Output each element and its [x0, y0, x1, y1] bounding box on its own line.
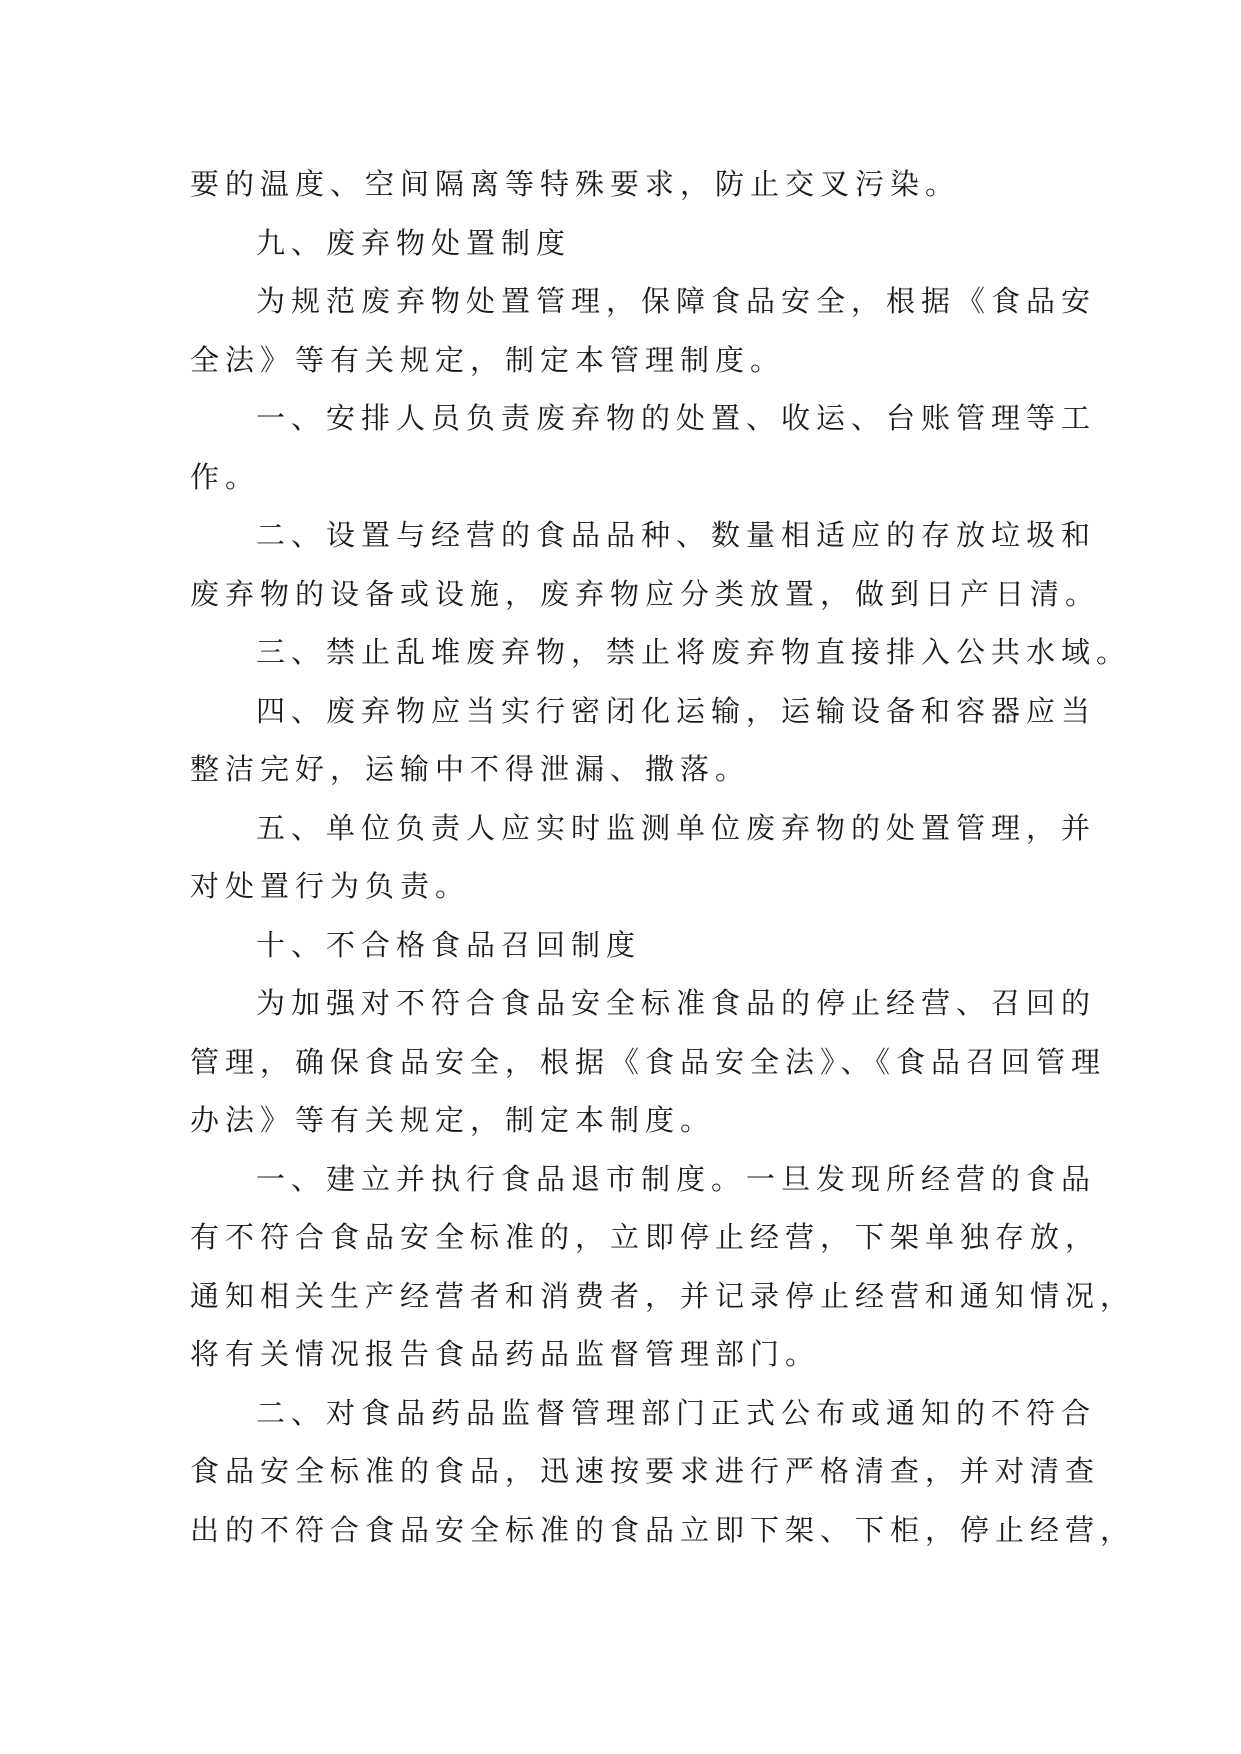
text-line: 四、废弃物应当实行密闭化运输，运输设备和容器应当 — [256, 693, 1097, 728]
text-line: 出的不符合食品安全标准的食品立即下架、下柜，停止经营， — [190, 1512, 1136, 1547]
section-heading: 十、不合格食品召回制度 — [256, 927, 642, 962]
text-line: 全法》等有关规定，制定本管理制度。 — [190, 342, 786, 377]
text-line: 通知相关生产经营者和消费者，并记录停止经营和通知情况， — [190, 1278, 1136, 1313]
text-line: 一、安排人员负责废弃物的处置、收运、台账管理等工 — [256, 401, 1097, 435]
text-line: 要的温度、空间隔离等特殊要求，防止交叉污染。 — [190, 167, 961, 201]
text-line: 整洁完好，运输中不得泄漏、撒落。 — [190, 752, 751, 786]
text-line: 三、禁止乱堆废弃物，禁止将废弃物直接排入公共水域。 — [256, 635, 1132, 669]
document-body — [190, 155, 1136, 1559]
text-line: 二、对食品药品监督管理部门正式公布或通知的不符合 — [256, 1395, 1097, 1430]
text-line: 五、单位负责人应实时监测单位废弃物的处置管理，并 — [256, 810, 1097, 845]
text-line: 作。 — [190, 459, 261, 494]
text-line: 废弃物的设备或设施，废弃物应分类放置，做到日产日清。 — [190, 576, 1101, 611]
text-line: 管理，确保食品安全，根据《食品安全法》、《食品召回管理 — [190, 1044, 1107, 1079]
text-line: 对处置行为负责。 — [190, 869, 471, 903]
text-line: 一、建立并执行食品退市制度。一旦发现所经营的食品 — [256, 1161, 1097, 1196]
text-line: 办法》等有关规定，制定本制度。 — [190, 1103, 716, 1137]
section-heading: 九、废弃物处置制度 — [256, 225, 572, 260]
text-line: 有不符合食品安全标准的，立即停止经营，下架单独存放， — [190, 1220, 1101, 1254]
text-line: 为规范废弃物处置管理，保障食品安全，根据《食品安 — [256, 284, 1097, 318]
text-line: 二、设置与经营的食品品种、数量相适应的存放垃圾和 — [256, 518, 1097, 552]
text-line: 食品安全标准的食品，迅速按要求进行严格清查，并对清查 — [190, 1454, 1101, 1488]
text-line: 将有关情况报告食品药品监督管理部门。 — [190, 1337, 821, 1371]
text-line: 为加强对不符合食品安全标准食品的停止经营、召回的 — [256, 986, 1097, 1020]
